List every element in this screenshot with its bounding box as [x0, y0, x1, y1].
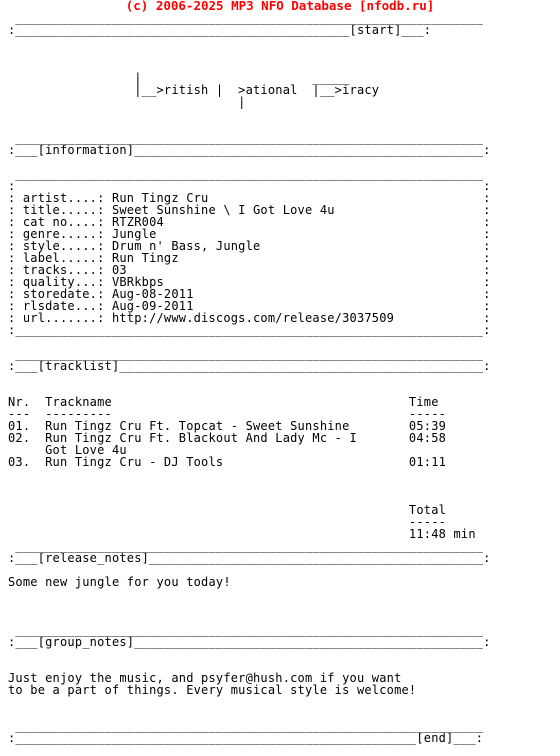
nfo-line: : artist....: Run Tingz Cru :: [8, 191, 491, 205]
nfo-line: -----: [8, 515, 447, 529]
nfo-line: :______________________________________________________[end]___:: [8, 731, 484, 745]
nfo-line: Got Love 4u: [8, 443, 127, 457]
nfo-line: _______________________________________________________________: [8, 623, 484, 637]
nfo-line: |__>ritish | >ational |__>iracy: [8, 83, 380, 97]
nfo-line: _______________________________________________________________: [8, 347, 484, 361]
nfo-line: --- --------- -----: [8, 407, 447, 421]
nfo-line: : storedate.: Aug-08-2011 :: [8, 287, 491, 301]
nfo-line: :___[tracklist]_________________________________________________:: [8, 359, 491, 373]
nfo-line: |: [8, 95, 246, 109]
nfo-line: : quality...: VBRkbps :: [8, 275, 491, 289]
nfo-line: : tracks....: 03 :: [8, 263, 491, 277]
nfo-line: :___[group_notes]_______________________________________________:: [8, 635, 491, 649]
nfo-line: : genre.....: Jungle :: [8, 227, 491, 241]
nfo-line: _______________________________________________________________: [8, 131, 484, 145]
nfo-line: : title.....: Sweet Sunshine \ I Got Love 4u :: [8, 203, 491, 217]
nfo-line: : rlsdate...: Aug-09-2011 :: [8, 299, 491, 313]
nfo-line: : url.......: http://www.discogs.com/release/3037509 :: [8, 311, 491, 325]
nfo-line: :_______________________________________________________________:: [8, 323, 491, 337]
nfo-line: Nr. Trackname Time: [8, 395, 439, 409]
nfo-line: _______________________________________________________________: [8, 11, 484, 25]
nfo-line: Just enjoy the music, and psyfer@hush.com if you want: [8, 671, 402, 685]
nfo-line: 01. Run Tingz Cru Ft. Topcat - Sweet Sunshine 05:39: [8, 419, 447, 433]
nfo-line: 11:48 min: [8, 527, 476, 541]
nfo-text-body: [8, 12, 491, 744]
nfo-line: : style.....: Drum n' Bass, Jungle :: [8, 239, 491, 253]
nfo-line: :_____________________________________________[start]___:: [8, 23, 432, 37]
nfo-line: Total: [8, 503, 447, 517]
nfo-line: 03. Run Tingz Cru - DJ Tools 01:11: [8, 455, 447, 469]
nfo-line: :___[information]_______________________________________________:: [8, 143, 491, 157]
nfo-line: to be a part of things. Every musical style is welcome!: [8, 683, 417, 697]
nfo-line: 02. Run Tingz Cru Ft. Blackout And Lady Mc - I 04:58: [8, 431, 447, 445]
nfo-line: | _____: [8, 71, 350, 85]
nfo-line: : label.....: Run Tingz :: [8, 251, 491, 265]
nfo-line: : :: [8, 179, 491, 193]
nfo-line: :___[release_notes]_____________________________________________:: [8, 551, 491, 565]
nfo-line: _______________________________________________________________: [8, 539, 484, 553]
nfo-line: _______________________________________________________________: [8, 719, 484, 733]
nfo-line: _______________________________________________________________: [8, 167, 484, 181]
nfo-line: : cat no....: RTZR004 :: [8, 215, 491, 229]
nfo-line: Some new jungle for you today!: [8, 575, 231, 589]
site-copyright-header: (c) 2006-2025 MP3 NFO Database [nfodb.ru]: [125, 0, 435, 13]
